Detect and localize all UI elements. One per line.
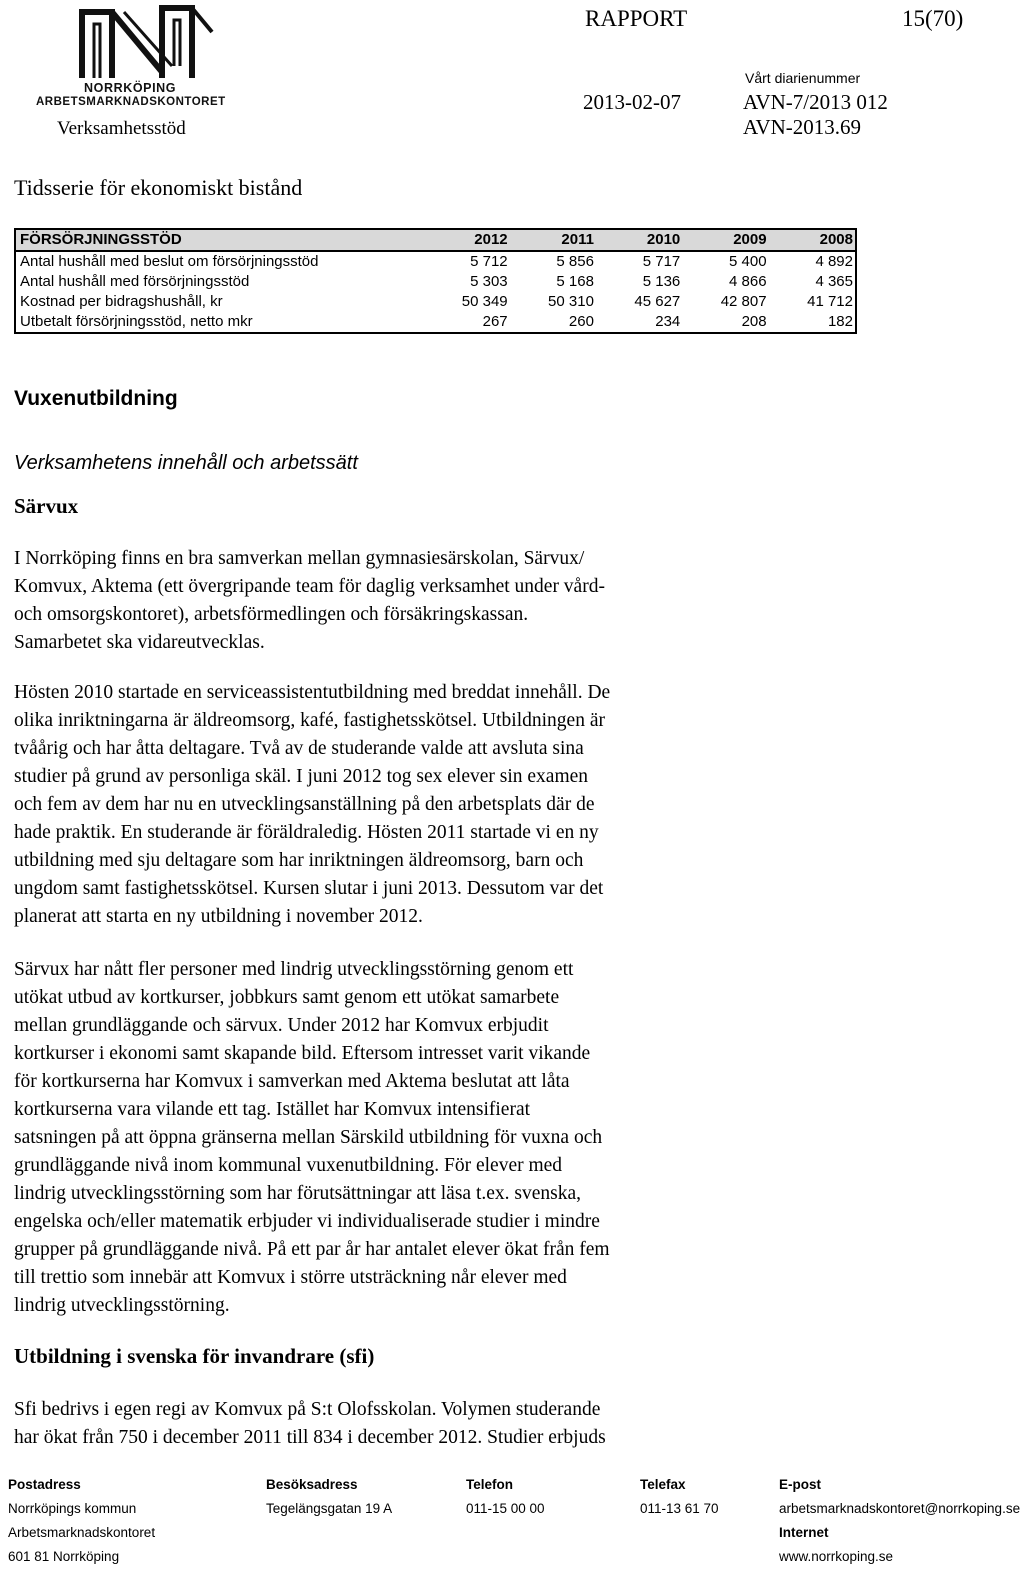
- diarie-number-2: AVN-2013.69: [743, 115, 862, 139]
- text-line: kortkurserna vara vilande ett tag. Istället har Komvux intensifierat: [14, 1099, 531, 1120]
- table-cell: 5 168: [556, 273, 594, 290]
- footer-label: Telefax: [640, 1477, 686, 1492]
- text-line: Särvux har nått fler personer med lindrig utvecklingsstörning genom ett: [14, 959, 574, 980]
- table-cell: 267: [482, 313, 508, 330]
- footer-besoksadress: [266, 1473, 392, 1521]
- footer-label: Telefon: [466, 1477, 513, 1492]
- footer-value: 601 81 Norrköping: [8, 1549, 120, 1564]
- table-cell: 234: [655, 313, 681, 330]
- row-label: Antal hushåll med försörjningsstöd: [20, 273, 250, 290]
- footer-value: 011-13 61 70: [640, 1501, 719, 1516]
- table-cell: 260: [568, 313, 594, 330]
- row-label: Kostnad per bidragshushåll, kr: [20, 293, 223, 310]
- table-header-row: [15, 229, 856, 251]
- paragraph-samverkan: [14, 545, 774, 657]
- text-line: kortkurser i ekonomi samt skapande bild. Eftersom intresset varit vikande: [14, 1043, 591, 1064]
- text-line: hade praktik. En studerande är föräldraledig. Hösten 2011 startade vi en ny: [14, 822, 599, 843]
- heading-verksamhetens-innehall: Verksamhetens innehåll och arbetssätt: [14, 452, 358, 474]
- text-line: och omsorgskontoret), arbetsförmedlingen och försäkringskassan.: [14, 604, 529, 625]
- text-line: och fem av dem har nu en utvecklingsanställning på den arbetsplats där de: [14, 794, 595, 815]
- text-line: studier på grund av personliga skäl. I juni 2012 tog sex elever sin examen: [14, 766, 589, 787]
- footer-telefon: [466, 1473, 545, 1521]
- table-cell: 208: [741, 313, 767, 330]
- table-cell: 41 712: [807, 293, 853, 310]
- table-row: [15, 251, 856, 272]
- row-label: Utbetalt försörjningsstöd, netto mkr: [20, 313, 253, 330]
- column-header: 2011: [561, 231, 594, 248]
- text-line: lindrig utvecklingsstörning som har förutsättningar att läsa t.ex. svenska,: [14, 1183, 582, 1204]
- text-line: har ökat från 750 i december 2011 till 834 i december 2012. Studier erbjuds: [14, 1427, 606, 1448]
- heading-sfi: Utbildning i svenska för invandrare (sfi): [14, 1344, 375, 1368]
- row-label: Antal hushåll med beslut om försörjningsstöd: [20, 253, 319, 270]
- footer-contact: [779, 1473, 1020, 1569]
- table-cell: 182: [827, 313, 853, 330]
- text-line: satsningen på att öppna gränserna mellan Särskild utbildning för vuxna och: [14, 1127, 603, 1148]
- table-cell: 4 866: [729, 273, 767, 290]
- table-cell: 4 365: [815, 273, 853, 290]
- text-line: för kortkurserna har Komvux i samverkan med Aktema beslutat att låta: [14, 1071, 570, 1092]
- text-line: ungdom samt fastighetsskötsel. Kursen slutar i juni 2013. Dessutom var det: [14, 878, 604, 899]
- forsorjningsstod-table: [14, 228, 857, 334]
- paragraph-sarvux-kortkurser: [14, 956, 774, 1320]
- footer-value: Norrköpings kommun: [8, 1501, 137, 1516]
- column-header: 2008: [819, 231, 853, 248]
- footer-label: Internet: [779, 1525, 829, 1540]
- text-line: Sfi bedrivs i egen regi av Komvux på S:t Olofsskolan. Volymen studerande: [14, 1399, 601, 1420]
- diarie-number-1: AVN-7/2013 012: [743, 90, 888, 114]
- table-cell: 50 310: [548, 293, 594, 310]
- footer-email[interactable]: arbetsmarknadskontoret@norrkoping.se: [779, 1501, 1020, 1516]
- text-line: utbildning med sju deltagare som har inriktningen äldreomsorg, barn och: [14, 850, 584, 871]
- page-number: 15(70): [902, 6, 964, 31]
- table-row: [15, 312, 856, 333]
- table-cell: 42 807: [720, 293, 767, 310]
- table-cell: 5 717: [642, 253, 681, 270]
- footer-value: 011-15 00 00: [466, 1501, 545, 1516]
- footer-website[interactable]: www.norrkoping.se: [779, 1549, 894, 1564]
- text-line: Samarbetet ska vidareutvecklas.: [14, 632, 265, 653]
- text-line: olika inriktningarna är äldreomsorg, kafé, fastighetsskötsel. Utbildningen är: [14, 710, 605, 731]
- text-line: utökat utbud av kortkurser, jobbkurs samt genom ett utökat samarbete: [14, 987, 560, 1008]
- logo-mark-icon: [72, 2, 222, 80]
- norrkoping-logo: [32, 2, 228, 110]
- table-cell: 5 712: [470, 253, 508, 270]
- report-date: 2013-02-07: [583, 90, 681, 114]
- section-title: Tidsserie för ekonomiskt bistånd: [14, 175, 303, 200]
- paragraph-sfi: [14, 1396, 774, 1452]
- heading-vuxenutbildning: Vuxenutbildning: [14, 387, 178, 410]
- doc-type: RAPPORT: [585, 6, 688, 31]
- footer-value: Tegelängsgatan 19 A: [266, 1501, 393, 1516]
- table-cell: 5 400: [729, 253, 767, 270]
- text-line: till trettio som innebär att Komvux i större utsträckning når elever med: [14, 1267, 567, 1288]
- logo-text-city: NORRKÖPING: [84, 81, 177, 95]
- text-line: grundläggande nivå inom kommunal vuxenutbildning. För elever med: [14, 1155, 563, 1176]
- footer-telefax: [640, 1473, 719, 1521]
- text-line: mellan grundläggande och särvux. Under 2012 har Komvux erbjudit: [14, 1015, 549, 1036]
- footer-label: E-post: [779, 1477, 821, 1492]
- department: Verksamhetsstöd: [57, 118, 186, 139]
- footer-postadress: [8, 1473, 155, 1569]
- footer-label: Besöksadress: [266, 1477, 358, 1492]
- logo-text-office: ARBETSMARKNADSKONTORET: [36, 96, 226, 108]
- footer-label: Postadress: [8, 1477, 81, 1492]
- diarie-label: Vårt diarienummer: [745, 70, 861, 86]
- column-header: 2010: [646, 231, 681, 248]
- table-cell: 5 136: [642, 273, 681, 290]
- text-line: lindrig utvecklingsstörning.: [14, 1295, 230, 1316]
- table-cell: 5 303: [470, 273, 508, 290]
- text-line: I Norrköping finns en bra samverkan mellan gymnasiesärskolan, Särvux/: [14, 548, 585, 569]
- text-line: Komvux, Aktema (ett övergripande team för daglig verksamhet under vård-: [14, 576, 605, 597]
- text-line: planerat att starta en ny utbildning i november 2012.: [14, 906, 423, 927]
- table-cell: 50 349: [461, 293, 508, 310]
- text-line: tvåårig och har åtta deltagare. Två av de studerande valde att avsluta sina: [14, 738, 584, 759]
- footer-value: Arbetsmarknadskontoret: [8, 1525, 156, 1540]
- table-cell: 45 627: [634, 293, 681, 310]
- table-row: [15, 272, 856, 292]
- text-line: Hösten 2010 startade en serviceassistentutbildning med breddat innehåll. De: [14, 682, 611, 703]
- text-line: grupper på grundläggande nivå. På ett par år har antalet elever ökat från fem: [14, 1239, 610, 1260]
- column-header: 2012: [474, 231, 508, 248]
- table-row: [15, 292, 856, 312]
- heading-sarvux: Särvux: [14, 494, 79, 518]
- text-line: engelska och/eller matematik erbjuder vi individualiserade studier i mindre: [14, 1211, 600, 1232]
- column-header: 2009: [733, 231, 767, 248]
- paragraph-serviceassistent: [14, 679, 774, 931]
- table-cell: 5 856: [556, 253, 594, 270]
- table-cell: 4 892: [815, 253, 853, 270]
- column-header: FÖRSÖRJNINGSSTÖD: [20, 231, 182, 248]
